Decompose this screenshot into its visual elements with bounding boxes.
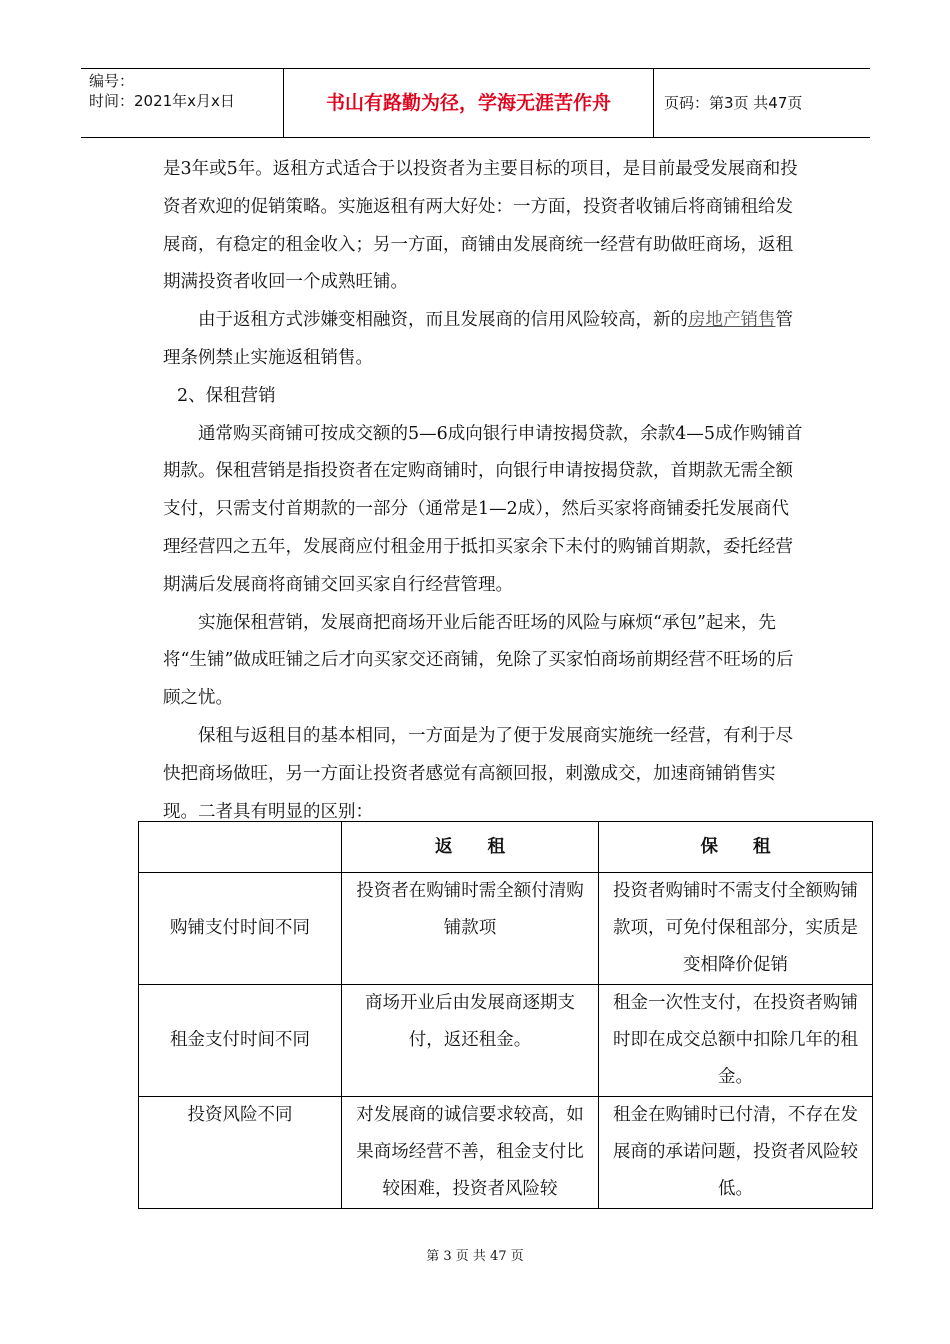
doc-number-label: 编号：	[89, 72, 135, 90]
table-row	[139, 985, 873, 1097]
paragraph-text: 由于返租方式涉嫌变相融资，而且发展商的信用风险较高，新的	[198, 310, 688, 331]
page-header	[81, 68, 870, 138]
header-meta	[81, 69, 284, 137]
paragraph-text: 管理条例禁止实施返租销售。	[163, 310, 793, 368]
section-heading: 2、保租营销	[177, 385, 276, 406]
comparison-table	[138, 821, 873, 1209]
paragraph: 通常购买商铺可按成交额的5—6成向银行申请按揭贷款，余款4—5成作购铺首期款。保租营销是指投资者在定购商铺时，向银行申请按揭贷款，首期款无需全额支付，只需支付首期款的一部分（通常是1—2成），然后买家将商铺委托发展商代理经营四之五年，发展商应付租金用于抵扣买家余下未付的购铺首期款，委托经营期满后发展商将商铺交回买家自行经营管理。	[163, 423, 803, 595]
table-header-cell: 保 租	[599, 822, 873, 873]
table-cell: 商场开业后由发展商逐期支付，返还租金。	[342, 985, 599, 1097]
doc-time-label: 时间：2021年x月x日	[89, 92, 235, 110]
table-cell: 对发展商的诚信要求较高，如果商场经营不善，租金支付比较困难，投资者风险较	[342, 1097, 599, 1209]
document-body	[163, 151, 803, 831]
table-cell: 购铺支付时间不同	[139, 873, 342, 985]
paragraph	[163, 302, 803, 378]
table-cell: 投资风险不同	[139, 1097, 342, 1209]
real-estate-sales-link[interactable]: 房地产销售	[688, 310, 776, 331]
table-cell: 租金支付时间不同	[139, 985, 342, 1097]
table-cell: 租金在购铺时已付清，不存在发展商的承诺问题，投资者风险较低。	[599, 1097, 873, 1209]
table-row	[139, 873, 873, 985]
table-header-cell	[139, 822, 342, 873]
table-header-cell: 返 租	[342, 822, 599, 873]
header-page-info: 页码：第3页 共47页	[664, 94, 803, 112]
page-footer: 第 3 页 共 47 页	[426, 1249, 524, 1264]
table-cell: 投资者在购铺时需全额付清购铺款项	[342, 873, 599, 985]
paragraph: 是3年或5年。返租方式适合于以投资者为主要目标的项目，是目前最受发展商和投资者欢迎的促销策略。实施返租有两大好处：一方面，投资者收铺后将商铺租给发展商，有稳定的租金收入；另一方面，商铺由发展商统一经营有助做旺商场，返租期满投资者收回一个成熟旺铺。	[163, 159, 798, 293]
table-cell: 租金一次性支付，在投资者购铺时即在成交总额中扣除几年的租金。	[599, 985, 873, 1097]
table-cell: 投资者购铺时不需支付全额购铺款项，可免付保租部分，实质是变相降价促销	[599, 873, 873, 985]
header-motto: 书山有路勤为径，学海无涯苦作舟	[284, 69, 654, 137]
table-row	[139, 1097, 873, 1209]
paragraph: 保租与返租目的基本相同，一方面是为了便于发展商实施统一经营，有利于尽快把商场做旺，另一方面让投资者感觉有高额回报，刺激成交，加速商铺销售实现。二者具有明显的区别：	[163, 725, 793, 822]
paragraph: 实施保租营销，发展商把商场开业后能否旺场的风险与麻烦“承包”起来，先将“生铺”做成旺铺之后才向买家交还商铺，免除了买家怕商场前期经营不旺场的后顾之忧。	[163, 612, 794, 709]
table-header-row	[139, 822, 873, 873]
